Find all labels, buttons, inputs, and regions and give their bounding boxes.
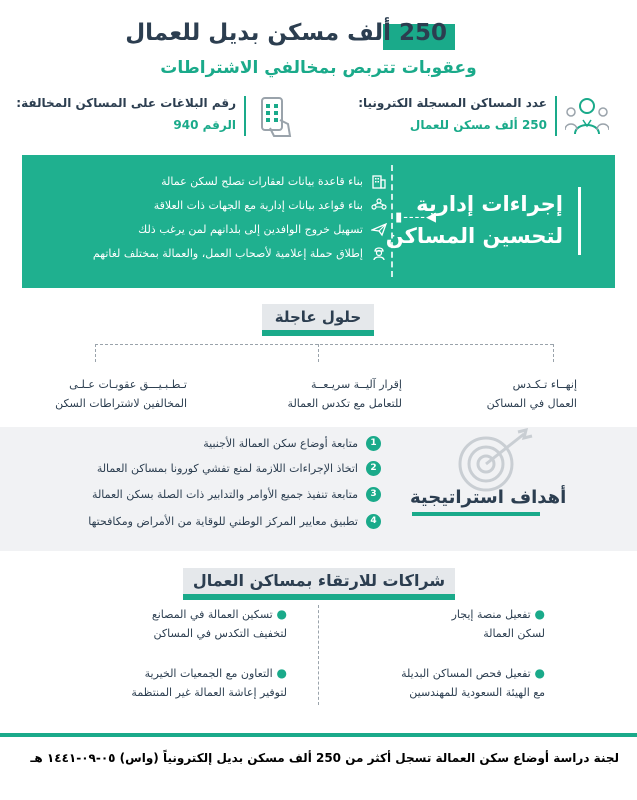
target-icon	[452, 428, 534, 494]
goal-item	[97, 461, 381, 476]
quick-solution-line: العمال في المساكن	[486, 397, 577, 410]
quick-solution-line: إقرار آليــة سريـعــة	[310, 378, 402, 391]
partnerships-header	[183, 568, 455, 600]
stat-registered-label: عدد المساكن المسجلة الكترونيا:	[358, 96, 547, 110]
partnership-item	[97, 605, 287, 643]
title-underline	[412, 512, 540, 516]
stat-registered-value: 250 ألف مسكن للعمال	[409, 118, 547, 132]
connector-line	[95, 344, 96, 362]
stat-divider	[244, 96, 246, 136]
connector-line	[318, 344, 319, 362]
partnership-item	[97, 664, 287, 702]
connector-line	[318, 605, 319, 705]
goal-item	[88, 514, 381, 529]
partnership-line: التعاون مع الجمعيات الخيرية	[144, 667, 273, 680]
building-icon	[371, 173, 387, 189]
partnership-item	[355, 664, 545, 702]
goal-text: متابعة تنفيذ جميع الأوامر والتدابير ذات الصلة بسكن العمالة	[92, 488, 358, 501]
title-block	[125, 20, 455, 56]
stat-registered	[319, 96, 609, 144]
caption: لجنة دراسة أوضاع سكن العمالة تسجل أكثر من 250 ألف مسكن بديل إلكترونياً (واس) ٠٥-٠٩-١٤٤١ هـ	[30, 751, 619, 765]
partnership-line: مع الهيئة السعودية للمهندسين	[409, 686, 545, 699]
stat-reports	[9, 96, 294, 144]
stat-reports-value: الرقم 940	[173, 118, 236, 132]
partnership-item	[355, 605, 545, 643]
partnerships-title: شراكات للارتقاء بمساكن العمال	[183, 568, 455, 594]
stat-reports-label: رقم البلاغات على المساكن المخالفة:	[16, 96, 236, 110]
goal-item	[203, 436, 381, 451]
partnership-line: لسكن العمالة	[483, 627, 545, 640]
footer-divider	[0, 733, 637, 737]
admin-measures-title-line1: إجراءات إدارية	[416, 192, 563, 216]
page-subtitle: وعقوبات تتربص بمخالفي الاشتراطات	[160, 58, 477, 78]
phone-hand-icon	[254, 96, 294, 138]
quick-solution-item	[467, 375, 577, 413]
worker-icon	[371, 245, 387, 261]
admin-item-text: إطلاق حملة إعلامية لأصحاب العمل، والعمالة بمختلف لغاتهم	[92, 246, 363, 260]
panel-divider	[391, 165, 393, 277]
quick-solution-line: تـطـبـيـــق عقوبـات عـلـى	[69, 378, 187, 391]
admin-measures-title-line2: لتحسين المساكن	[385, 224, 563, 248]
airplane-icon	[371, 221, 387, 237]
workers-icon	[565, 96, 609, 136]
admin-item-text: بناء قاعدة بيانات لعقارات تصلح لسكن عمالة	[161, 174, 363, 188]
stat-divider	[555, 96, 557, 136]
quick-solution-item	[262, 375, 402, 413]
goal-number: 1	[366, 436, 381, 451]
partnership-line: لتخفيف التكدس في المساكن	[153, 627, 287, 640]
strategic-goals-title: أهداف استراتيجية	[410, 487, 567, 508]
admin-item	[93, 243, 387, 263]
quick-solutions-header	[262, 304, 374, 336]
admin-item-text: بناء قواعد بيانات إدارية مع الجهات ذات العلاقة	[153, 198, 363, 212]
goal-number: 2	[366, 461, 381, 476]
page-title: 250 ألف مسكن بديل للعمال	[125, 20, 447, 46]
partnership-line: تفعيل منصة إيجار	[451, 608, 531, 621]
title-underline	[262, 330, 374, 336]
panel-accent-bar	[578, 187, 581, 255]
admin-item-text: تسهيل خروج الوافدين إلى بلدانهم لمن يرغب ذلك	[138, 222, 363, 236]
quick-solution-line: المخالفين لاشتراطات السكن	[55, 397, 187, 410]
bullet-icon: ●	[530, 666, 545, 680]
goal-number: 3	[366, 487, 381, 502]
bullet-icon: ●	[272, 607, 287, 621]
goal-text: متابعة أوضاع سكن العمالة الأجنبية	[203, 437, 358, 450]
quick-solutions-title: حلول عاجلة	[262, 304, 374, 330]
bullet-icon: ●	[530, 607, 545, 621]
goal-text: تطبيق معايير المركز الوطني للوقاية من الأمراض ومكافحتها	[88, 515, 358, 528]
partnership-line: تسكين العمالة في المصانع	[151, 608, 273, 621]
admin-item	[138, 219, 387, 239]
quick-solution-item	[17, 375, 187, 413]
connector-line	[95, 344, 553, 345]
goal-text: اتخاذ الإجراءات اللازمة لمنع تفشي كورونا بمساكن العمالة	[96, 462, 358, 475]
pointer-arrow-icon: ◀----▮	[395, 210, 437, 225]
people-network-icon	[371, 197, 387, 213]
bullet-icon: ●	[272, 666, 287, 680]
partnership-line: لتوفير إعاشة العمالة غير المنتظمة	[131, 686, 287, 699]
admin-item	[161, 171, 387, 191]
admin-item	[154, 195, 387, 215]
quick-solution-line: للتعامل مع تكدس العمالة	[287, 397, 402, 410]
goal-number: 4	[366, 514, 381, 529]
partnership-line: تفعيل فحص المساكن البديلة	[401, 667, 531, 680]
title-underline	[183, 594, 455, 600]
goal-item	[92, 487, 381, 502]
connector-line	[553, 344, 554, 362]
admin-measures-panel	[22, 155, 615, 288]
quick-solution-line: إنهــاء تـكـدس	[512, 378, 577, 391]
